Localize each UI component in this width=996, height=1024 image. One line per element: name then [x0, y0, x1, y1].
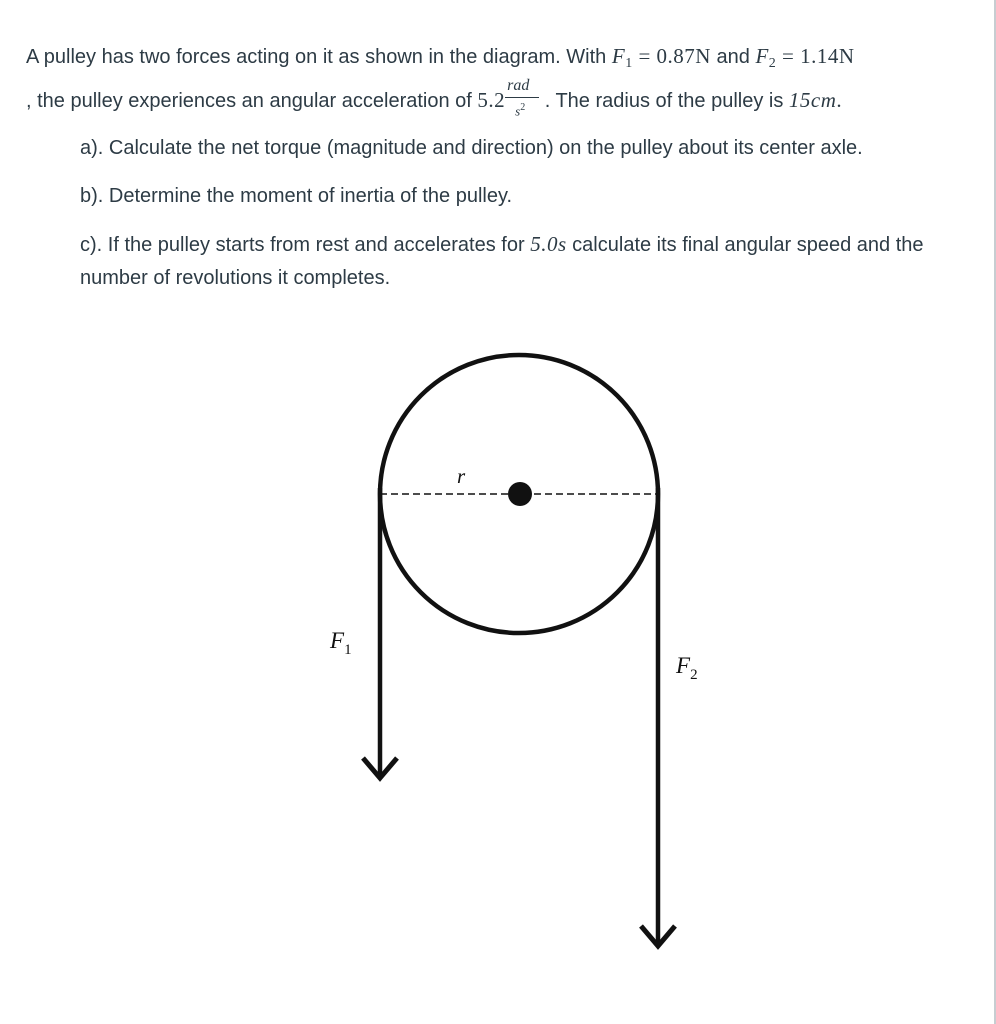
- question-text: A pulley has two forces acting on it as shown in the diagram. With $F_1 = 0.87N$ and $F_2 = 1.14N$ , the pulley experiences an angular acceleration of 5.2 $\frac{\text{rad}}{s^2}$ . The radius of the pulley is 15cm.: [26, 44, 855, 119]
- f1-expression: $F_1 = 0.87N$: [611, 44, 711, 71]
- acceleration-unit-fraction: $\frac{\text{rad}}{s^2}$: [505, 92, 539, 112]
- radius-value: 15cm: [788, 88, 837, 112]
- question-parts: [80, 132, 970, 310]
- f2-label: $F_2$: [676, 653, 698, 683]
- acceleration-value: 5.2: [477, 88, 506, 112]
- part-c: c). If the pulley starts from rest and accelerates for 5.0s calculate its final angular speed and the number of revolutions it completes.: [80, 232, 924, 289]
- acceleration-text: , the pulley experiences an angular acceleration of: [26, 90, 478, 112]
- part-c-time: 5.0s: [530, 232, 567, 256]
- part-b: b). Determine the moment of inertia of the pulley.: [80, 185, 513, 207]
- f1-label: $F_1$: [330, 628, 352, 658]
- pulley-diagram: [300, 330, 700, 970]
- center-axle: [508, 482, 532, 506]
- part-a: a). Calculate the net torque (magnitude and direction) on the pulley about its center axle.: [80, 137, 863, 159]
- intro-text: A pulley has two forces acting on it as shown in the diagram. With: [26, 46, 612, 68]
- radius-label: r: [457, 464, 466, 488]
- and-text: and: [710, 46, 756, 68]
- radius-text: . The radius of the pulley is: [539, 90, 789, 112]
- f2-expression: $F_2 = 1.14N$: [755, 44, 855, 71]
